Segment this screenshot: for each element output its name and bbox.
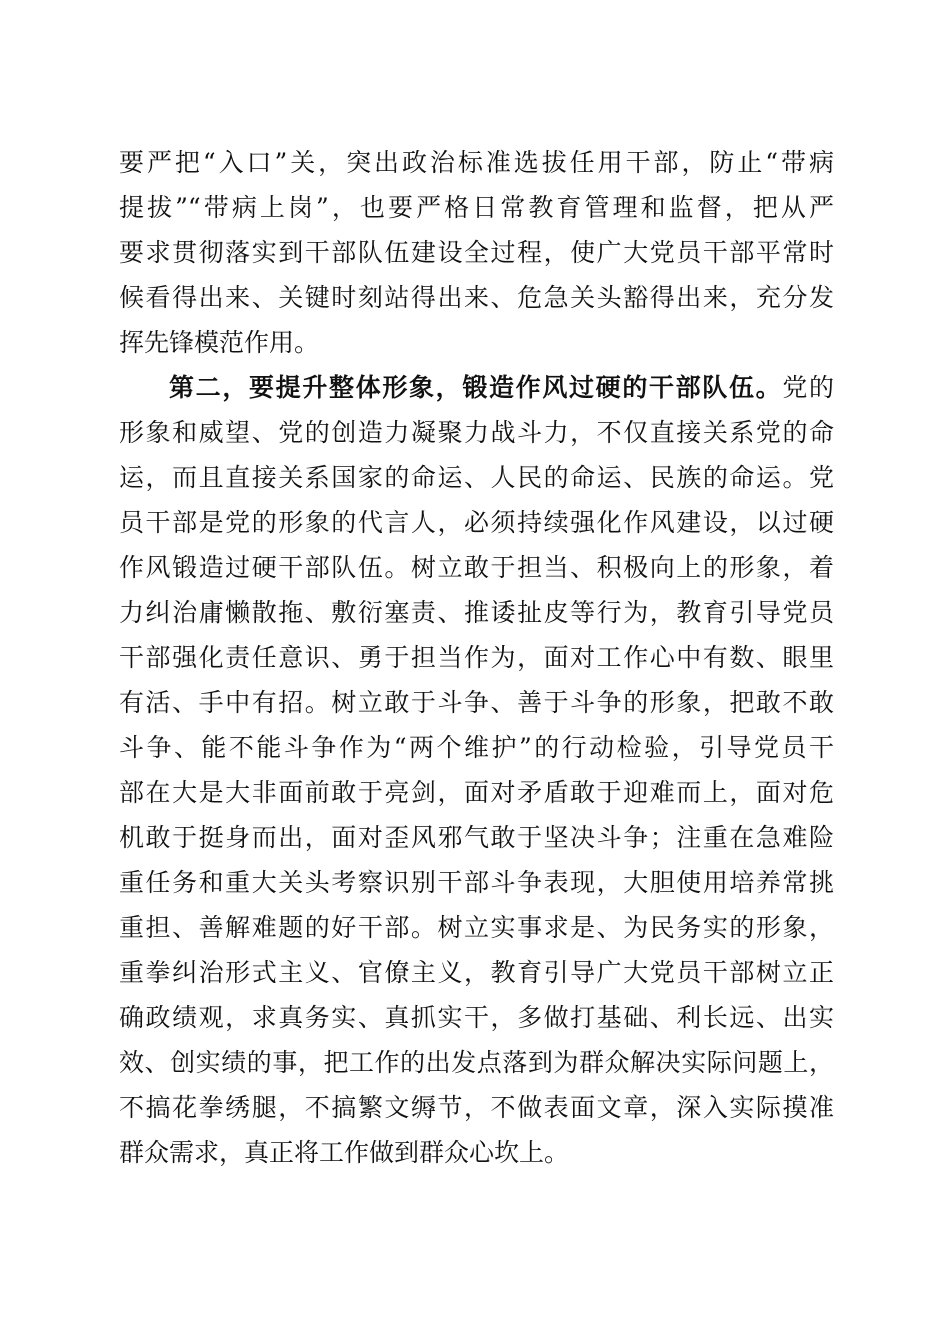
paragraph-line: 员干部是党的形象的代言人，必须持续强化作风建设，以过硬	[119, 508, 834, 537]
paragraph-line: 要严把“入口”关，突出政治标准选拔任用干部，防止“带病	[119, 148, 834, 177]
paragraph-line: 候看得出来、关键时刻站得出来、危急关头豁得出来，充分发	[119, 283, 834, 312]
paragraph-first-line	[119, 365, 834, 410]
paragraph-line: 提拔”“带病上岗”，也要严格日常教育管理和监督，把从严	[119, 193, 834, 222]
paragraph-line: 效、创实绩的事，把工作的出发点落到为群众解决实际问题上，	[119, 1048, 834, 1077]
paragraph-line: 有活、手中有招。树立敢于斗争、善于斗争的形象，把敢不敢	[119, 688, 834, 717]
paragraph-line: 部在大是大非面前敢于亮剑，面对矛盾敢于迎难而上，面对危	[119, 778, 834, 807]
document-body	[119, 140, 834, 1175]
paragraph-line: 要求贯彻落实到干部队伍建设全过程，使广大党员干部平常时	[119, 238, 834, 267]
paragraph-line: 作风锻造过硬干部队伍。树立敢于担当、积极向上的形象，着	[119, 553, 834, 582]
paragraph-line: 机敢于挺身而出，面对歪风邪气敢于坚决斗争；注重在急难险	[119, 823, 834, 852]
paragraph-line: 干部强化责任意识、勇于担当作为，面对工作心中有数、眼里	[119, 643, 834, 672]
paragraph-line: 斗争、能不能斗争作为“两个维护”的行动检验，引导党员干	[119, 733, 834, 762]
paragraph-line: 运，而且直接关系国家的命运、人民的命运、民族的命运。党	[119, 463, 834, 492]
paragraph-line: 挥先锋模范作用。	[119, 328, 320, 357]
section-heading: 第二，要提升整体形象，锻造作风过硬的干部队伍。	[169, 373, 783, 402]
paragraph-line: 群众需求，真正将工作做到群众心坎上。	[119, 1138, 570, 1167]
paragraph-line: 确政绩观，求真务实、真抓实干，多做打基础、利长远、出实	[119, 1003, 834, 1032]
paragraph-line: 重任务和重大关头考察识别干部斗争表现，大胆使用培养常挑	[119, 868, 834, 897]
heading-line-tail: 党的	[782, 373, 834, 402]
paragraph-1	[119, 140, 834, 365]
paragraph-line: 力纠治庸懒散拖、敷衍塞责、推诿扯皮等行为，教育引导党员	[119, 598, 834, 627]
paragraph-line: 重担、善解难题的好干部。树立实事求是、为民务实的形象，	[119, 913, 834, 942]
paragraph-2	[119, 365, 834, 1175]
paragraph-line: 重拳纠治形式主义、官僚主义，教育引导广大党员干部树立正	[119, 958, 834, 987]
paragraph-line: 不搞花拳绣腿，不搞繁文缛节，不做表面文章，深入实际摸准	[119, 1093, 834, 1122]
paragraph-line: 形象和威望、党的创造力凝聚力战斗力，不仅直接关系党的命	[119, 418, 834, 447]
